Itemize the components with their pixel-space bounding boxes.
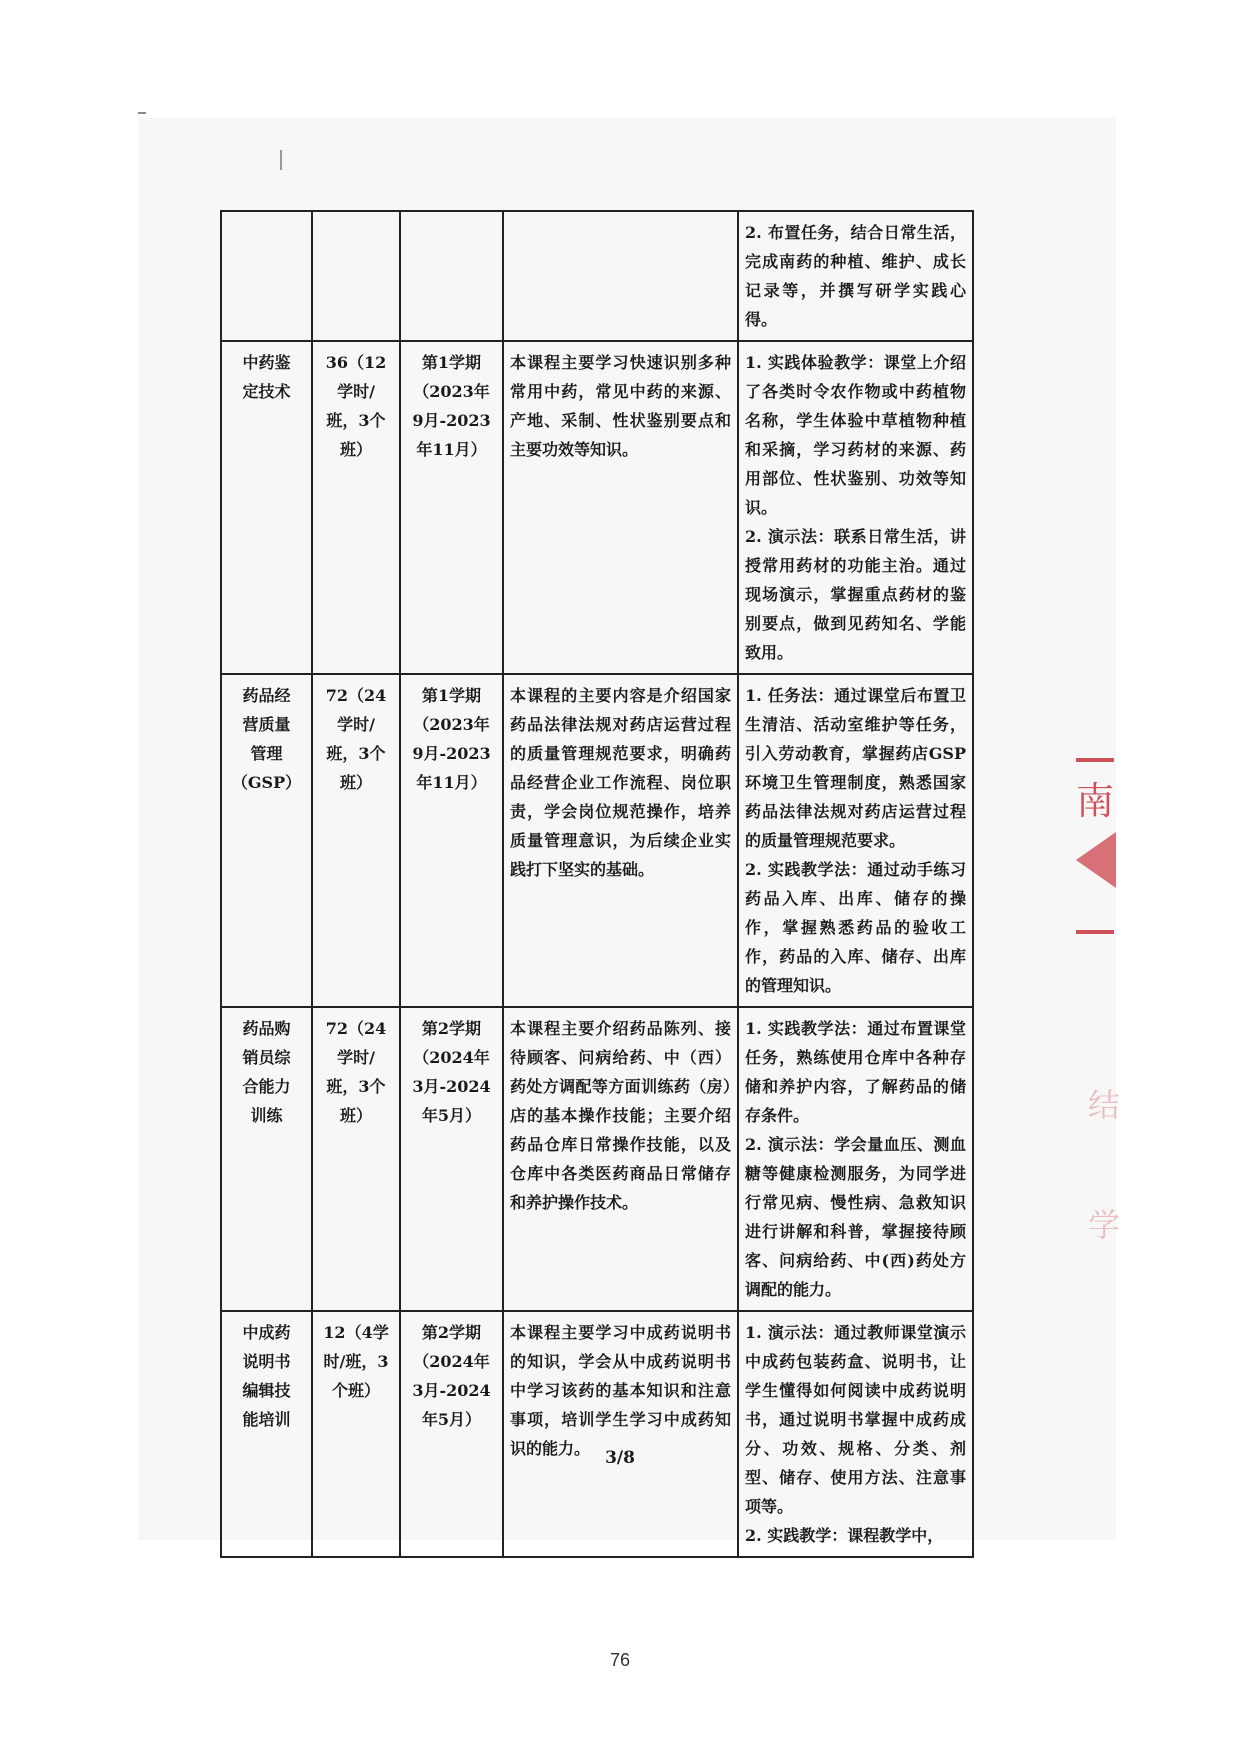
course-hours-cell: 12（4学 时/班，3 个班）	[312, 1311, 400, 1557]
course-hours-cell: 72（24 学时/ 班，3个 班）	[312, 674, 400, 1007]
red-seal-stamp	[1076, 740, 1176, 1244]
method-item: 2. 演示法：学会量血压、测血糖等健康检测服务，为同学进行常见病、慢性病、急救知识进行讲解和科普，掌握接待顾客、问病给药、中(西)药处方调配的能力。	[745, 1135, 966, 1299]
teaching-method-cell	[738, 1007, 973, 1311]
course-term-cell: 第1学期 （2023年 9月-2023 年11月）	[400, 341, 503, 674]
course-name-cell: 药品购 销员综 合能力 训练	[221, 1007, 312, 1311]
page-fraction: 3/8	[605, 1448, 635, 1468]
seal-mark	[1076, 832, 1116, 888]
seal-char: 学	[1088, 1206, 1121, 1244]
course-hours-cell: 36（12 学时/ 班，3个 班）	[312, 341, 400, 674]
course-hours-cell: 72（24 学时/ 班，3个 班）	[312, 1007, 400, 1311]
course-content-cell: 本课程主要介绍药品陈列、接待顾客、问病给药、中（西）药处方调配等方面训练药（房）店的基本操作技能；主要介绍药品仓库日常操作技能，以及仓库中各类医药商品日常储存和养护操作技术。	[503, 1007, 738, 1311]
course-content-cell: 本课程的主要内容是介绍国家药品法律法规对药店运营过程的质量管理规范要求，明确药品经营企业工作流程、岗位职责，学会岗位规范操作，培养质量管理意识，为后续企业实践打下坚实的基础。	[503, 674, 738, 1007]
method-item: 2. 实践教学法：通过动手练习药品入库、出库、储存的操作，掌握熟悉药品的验收工作，药品的入库、储存、出库的管理知识。	[745, 860, 966, 995]
table-row	[221, 674, 973, 1007]
method-item: 2. 演示法：联系日常生活，讲授常用药材的功能主治。通过现场演示，掌握重点药材的鉴别要点，做到见药知名、学能致用。	[745, 527, 966, 662]
method-item: 2. 实践教学：课程教学中，	[745, 1526, 944, 1545]
table-row	[221, 1007, 973, 1311]
seal-char: 南	[1076, 779, 1115, 823]
course-name-cell: 药品经 营质量 管理 （GSP）	[221, 674, 312, 1007]
teaching-method-cell	[738, 211, 973, 341]
method-item: 2. 布置任务，结合日常生活，完成南药的种植、维护、成长记录等，并撰写研学实践心得。	[745, 223, 966, 329]
table-row	[221, 211, 973, 341]
course-content-cell	[503, 211, 738, 341]
table-row	[221, 1311, 973, 1557]
course-name-cell: 中药鉴 定技术	[221, 341, 312, 674]
seal-stroke	[1076, 758, 1114, 762]
course-name-cell	[221, 211, 312, 341]
course-hours-cell	[312, 211, 400, 341]
course-content-cell: 本课程主要学习快速识别多种常用中药，常见中药的来源、产地、采制、性状鉴别要点和主要功效等知识。	[503, 341, 738, 674]
method-item: 1. 任务法：通过课堂后布置卫生清洁、活动室维护等任务，引入劳动教育，掌握药店GSP环境卫生管理制度，熟悉国家药品法律法规对药店运营过程的质量管理规范要求。	[745, 686, 966, 850]
course-table	[220, 210, 974, 1558]
course-term-cell: 第1学期 （2023年 9月-2023 年11月）	[400, 674, 503, 1007]
course-content-cell: 本课程主要学习中成药说明书的知识，学会从中成药说明书中学习该药的基本知识和注意事项，培训学生学习中成药知识的能力。	[503, 1311, 738, 1557]
method-item: 1. 演示法：通过教师课堂演示中成药包装药盒、说明书，让学生懂得如何阅读中成药说明书，通过说明书掌握中成药成分、功效、规格、分类、剂型、储存、使用方法、注意事项等。	[745, 1323, 966, 1516]
course-name-cell: 中成药 说明书 编辑技 能培训	[221, 1311, 312, 1557]
scan-mark	[138, 112, 146, 114]
teaching-method-cell	[738, 341, 973, 674]
scan-mark	[280, 150, 282, 170]
course-term-cell	[400, 211, 503, 341]
teaching-method-cell	[738, 1311, 973, 1557]
table-row	[221, 341, 973, 674]
course-term-cell: 第2学期 （2024年 3月-2024 年5月）	[400, 1007, 503, 1311]
seal-stroke	[1076, 930, 1114, 934]
method-item: 1. 实践体验教学：课堂上介绍了各类时令农作物或中药植物名称，学生体验中草植物种植和采摘，学习药材的来源、药用部位、性状鉴别、功效等知识。	[745, 353, 966, 517]
method-item: 1. 实践教学法：通过布置课堂任务，熟练使用仓库中各种存储和养护内容，了解药品的储存条件。	[745, 1019, 966, 1125]
course-term-cell: 第2学期 （2024年 3月-2024 年5月）	[400, 1311, 503, 1557]
pdf-page-number: 76	[609, 1650, 631, 1670]
teaching-method-cell	[738, 674, 973, 1007]
seal-char: 结	[1088, 1086, 1121, 1124]
